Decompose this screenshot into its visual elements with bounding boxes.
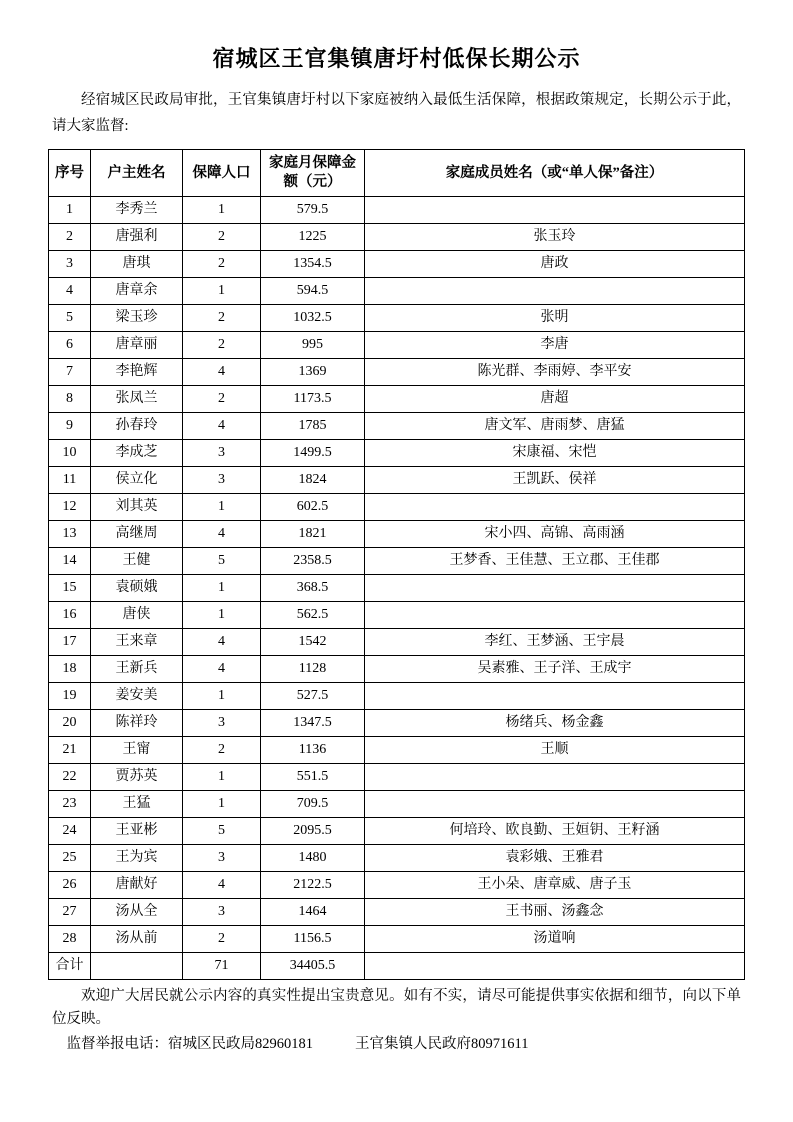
cell-members — [365, 575, 745, 602]
table-row — [49, 278, 745, 305]
cell-amount: 527.5 — [261, 683, 365, 710]
cell-householder: 贾苏英 — [91, 764, 183, 791]
table-row — [49, 440, 745, 467]
table-row — [49, 305, 745, 332]
table-row — [49, 737, 745, 764]
cell-total-name — [91, 953, 183, 980]
cell-householder: 唐章余 — [91, 278, 183, 305]
cell-householder: 汤从前 — [91, 926, 183, 953]
table-total-row — [49, 953, 745, 980]
cell-amount: 2358.5 — [261, 548, 365, 575]
column-header-members: 家庭成员姓名（或“单人保”备注） — [365, 150, 745, 197]
column-header-seq: 序号 — [49, 150, 91, 197]
cell-householder: 王来章 — [91, 629, 183, 656]
cell-total-population: 71 — [183, 953, 261, 980]
cell-seq: 24 — [49, 818, 91, 845]
cell-seq: 27 — [49, 899, 91, 926]
cell-population: 1 — [183, 197, 261, 224]
cell-population: 1 — [183, 683, 261, 710]
cell-members — [365, 683, 745, 710]
cell-seq: 11 — [49, 467, 91, 494]
table-row — [49, 818, 745, 845]
cell-population: 1 — [183, 764, 261, 791]
cell-seq: 20 — [49, 710, 91, 737]
cell-population: 3 — [183, 899, 261, 926]
footer-contacts — [48, 1033, 745, 1056]
cell-amount: 1542 — [261, 629, 365, 656]
cell-amount: 2095.5 — [261, 818, 365, 845]
cell-amount: 368.5 — [261, 575, 365, 602]
cell-householder: 刘其英 — [91, 494, 183, 521]
cell-amount: 1824 — [261, 467, 365, 494]
cell-seq: 2 — [49, 224, 91, 251]
cell-members — [365, 764, 745, 791]
cell-population: 1 — [183, 791, 261, 818]
cell-population: 2 — [183, 386, 261, 413]
table-row — [49, 386, 745, 413]
footer-note: 欢迎广大居民就公示内容的真实性提出宝贵意见。如有不实，请尽可能提供事实依据和细节，向以下单位反映。 — [52, 988, 741, 1027]
table-row — [49, 494, 745, 521]
table-row — [49, 845, 745, 872]
contact-town-government: 王官集镇人民政府80971611 — [355, 1036, 529, 1052]
cell-seq: 19 — [49, 683, 91, 710]
cell-members: 王凯跃、侯祥 — [365, 467, 745, 494]
table-row — [49, 467, 745, 494]
intro-paragraph: 经宿城区民政局审批，王官集镇唐圩村以下家庭被纳入最低生活保障，根据政策规定，长期公示于此，请大家监督: — [52, 92, 741, 134]
cell-population: 3 — [183, 710, 261, 737]
cell-total-members — [365, 953, 745, 980]
cell-amount: 1156.5 — [261, 926, 365, 953]
cell-seq: 9 — [49, 413, 91, 440]
cell-members: 王书丽、汤鑫念 — [365, 899, 745, 926]
cell-members — [365, 791, 745, 818]
cell-members: 李红、王梦涵、王宇晨 — [365, 629, 745, 656]
cell-amount: 995 — [261, 332, 365, 359]
cell-householder: 李成芝 — [91, 440, 183, 467]
table-row — [49, 629, 745, 656]
cell-seq: 1 — [49, 197, 91, 224]
cell-householder: 李秀兰 — [91, 197, 183, 224]
cell-seq: 16 — [49, 602, 91, 629]
cell-members: 宋小四、高锦、高雨涵 — [365, 521, 745, 548]
cell-amount: 1128 — [261, 656, 365, 683]
table-row — [49, 548, 745, 575]
cell-seq: 17 — [49, 629, 91, 656]
cell-population: 2 — [183, 926, 261, 953]
table-row — [49, 926, 745, 953]
cell-seq: 28 — [49, 926, 91, 953]
table-row — [49, 710, 745, 737]
cell-members: 汤道响 — [365, 926, 745, 953]
cell-seq: 12 — [49, 494, 91, 521]
cell-population: 5 — [183, 818, 261, 845]
table-row — [49, 791, 745, 818]
cell-amount: 1464 — [261, 899, 365, 926]
cell-members: 唐政 — [365, 251, 745, 278]
cell-seq: 5 — [49, 305, 91, 332]
cell-seq: 22 — [49, 764, 91, 791]
cell-population: 2 — [183, 737, 261, 764]
cell-householder: 李艳辉 — [91, 359, 183, 386]
cell-amount: 1480 — [261, 845, 365, 872]
cell-amount: 1499.5 — [261, 440, 365, 467]
cell-members: 唐文军、唐雨梦、唐猛 — [365, 413, 745, 440]
table-row — [49, 197, 745, 224]
cell-amount: 709.5 — [261, 791, 365, 818]
cell-members: 王梦香、王佳慧、王立郡、王佳郡 — [365, 548, 745, 575]
cell-householder: 唐献好 — [91, 872, 183, 899]
cell-population: 1 — [183, 602, 261, 629]
cell-members: 李唐 — [365, 332, 745, 359]
cell-members: 唐超 — [365, 386, 745, 413]
table-row — [49, 251, 745, 278]
cell-seq: 13 — [49, 521, 91, 548]
cell-householder: 高继周 — [91, 521, 183, 548]
cell-seq: 3 — [49, 251, 91, 278]
cell-seq: 18 — [49, 656, 91, 683]
cell-amount: 1821 — [261, 521, 365, 548]
cell-householder: 梁玉珍 — [91, 305, 183, 332]
cell-householder: 孙春玲 — [91, 413, 183, 440]
table-row — [49, 521, 745, 548]
cell-householder: 唐琪 — [91, 251, 183, 278]
cell-population: 1 — [183, 278, 261, 305]
cell-householder: 袁硕娥 — [91, 575, 183, 602]
cell-population: 1 — [183, 494, 261, 521]
cell-members — [365, 197, 745, 224]
cell-members: 陈光群、李雨婷、李平安 — [365, 359, 745, 386]
cell-members: 王顺 — [365, 737, 745, 764]
cell-amount: 562.5 — [261, 602, 365, 629]
cell-householder: 唐章丽 — [91, 332, 183, 359]
cell-seq: 10 — [49, 440, 91, 467]
cell-householder: 张凤兰 — [91, 386, 183, 413]
cell-seq: 7 — [49, 359, 91, 386]
table-row — [49, 899, 745, 926]
cell-members — [365, 602, 745, 629]
cell-householder: 王为宾 — [91, 845, 183, 872]
cell-householder: 侯立化 — [91, 467, 183, 494]
cell-members — [365, 494, 745, 521]
table-body — [49, 197, 745, 980]
cell-population: 1 — [183, 575, 261, 602]
cell-seq: 14 — [49, 548, 91, 575]
table-row — [49, 332, 745, 359]
cell-population: 4 — [183, 359, 261, 386]
cell-members — [365, 278, 745, 305]
cell-members: 袁彩娥、王雅君 — [365, 845, 745, 872]
cell-amount: 1347.5 — [261, 710, 365, 737]
cell-population: 4 — [183, 656, 261, 683]
cell-population: 4 — [183, 629, 261, 656]
cell-amount: 594.5 — [261, 278, 365, 305]
cell-amount: 579.5 — [261, 197, 365, 224]
cell-population: 2 — [183, 305, 261, 332]
page-title: 宿城区王官集镇唐圩村低保长期公示 — [212, 46, 581, 71]
cell-householder: 唐强利 — [91, 224, 183, 251]
cell-total-amount: 34405.5 — [261, 953, 365, 980]
cell-amount: 1354.5 — [261, 251, 365, 278]
cell-members: 何培玲、欧良勤、王姮钥、王籽涵 — [365, 818, 745, 845]
table-row — [49, 224, 745, 251]
cell-seq: 6 — [49, 332, 91, 359]
cell-population: 2 — [183, 251, 261, 278]
cell-seq: 15 — [49, 575, 91, 602]
table-row — [49, 683, 745, 710]
cell-members: 王小朵、唐章威、唐子玉 — [365, 872, 745, 899]
column-header-householder: 户主姓名 — [91, 150, 183, 197]
cell-householder: 王猛 — [91, 791, 183, 818]
cell-seq: 26 — [49, 872, 91, 899]
cell-seq: 4 — [49, 278, 91, 305]
cell-householder: 姜安美 — [91, 683, 183, 710]
cell-householder: 王甯 — [91, 737, 183, 764]
cell-population: 2 — [183, 224, 261, 251]
column-header-population: 保障人口 — [183, 150, 261, 197]
table-row — [49, 764, 745, 791]
cell-amount: 602.5 — [261, 494, 365, 521]
cell-population: 3 — [183, 845, 261, 872]
cell-population: 2 — [183, 332, 261, 359]
cell-amount: 1785 — [261, 413, 365, 440]
table-header-row — [49, 150, 745, 197]
cell-population: 5 — [183, 548, 261, 575]
cell-householder: 唐侠 — [91, 602, 183, 629]
cell-householder: 王新兵 — [91, 656, 183, 683]
cell-amount: 1369 — [261, 359, 365, 386]
cell-amount: 1225 — [261, 224, 365, 251]
cell-members: 吴素雅、王子洋、王成宇 — [365, 656, 745, 683]
subsistence-allowance-table — [48, 149, 745, 980]
cell-population: 4 — [183, 872, 261, 899]
cell-members: 张玉玲 — [365, 224, 745, 251]
table-row — [49, 872, 745, 899]
cell-amount: 2122.5 — [261, 872, 365, 899]
cell-members: 杨绪兵、杨金鑫 — [365, 710, 745, 737]
cell-householder: 王亚彬 — [91, 818, 183, 845]
cell-members: 张明 — [365, 305, 745, 332]
cell-population: 4 — [183, 413, 261, 440]
table-row — [49, 359, 745, 386]
table-row — [49, 575, 745, 602]
cell-amount: 551.5 — [261, 764, 365, 791]
cell-total-label: 合计 — [49, 953, 91, 980]
cell-householder: 汤从全 — [91, 899, 183, 926]
cell-population: 4 — [183, 521, 261, 548]
cell-members: 宋康福、宋恺 — [365, 440, 745, 467]
cell-population: 3 — [183, 467, 261, 494]
cell-householder: 王健 — [91, 548, 183, 575]
cell-householder: 陈祥玲 — [91, 710, 183, 737]
cell-seq: 23 — [49, 791, 91, 818]
cell-amount: 1032.5 — [261, 305, 365, 332]
table-row — [49, 656, 745, 683]
contact-civil-affairs: 宿城区民政局82960181 — [168, 1036, 313, 1052]
cell-seq: 21 — [49, 737, 91, 764]
cell-population: 3 — [183, 440, 261, 467]
table-row — [49, 413, 745, 440]
cell-seq: 8 — [49, 386, 91, 413]
cell-amount: 1136 — [261, 737, 365, 764]
contacts-label: 监督举报电话： — [66, 1036, 168, 1052]
cell-amount: 1173.5 — [261, 386, 365, 413]
cell-seq: 25 — [49, 845, 91, 872]
column-header-amount: 家庭月保障金额（元） — [261, 150, 365, 197]
table-row — [49, 602, 745, 629]
